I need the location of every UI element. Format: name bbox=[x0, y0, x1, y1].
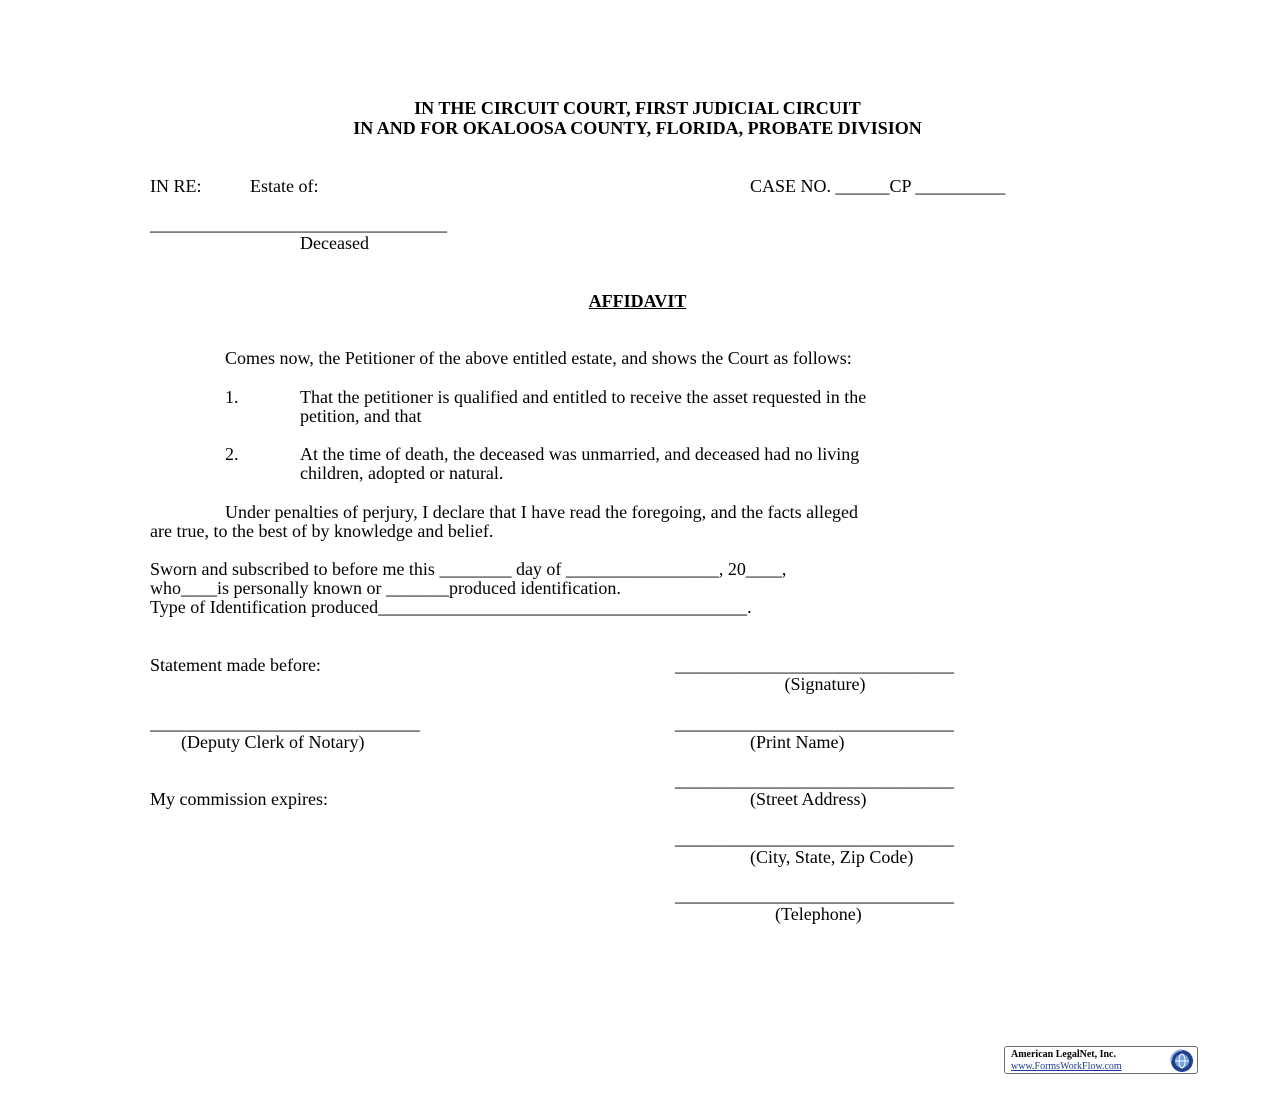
globe-icon bbox=[1169, 1048, 1195, 1074]
in-re-label: IN RE: bbox=[150, 176, 202, 196]
identification-type: Type of Identification produced_________________________________________. bbox=[150, 597, 752, 617]
estate-of-label: Estate of: bbox=[250, 176, 319, 196]
forms-workflow-link[interactable]: www.FormsWorkFlow.com bbox=[1011, 1061, 1122, 1072]
item-text: petition, and that bbox=[300, 406, 422, 426]
perjury-declaration: Under penalties of perjury, I declare that I have read the foregoing, and the facts alleged bbox=[225, 502, 859, 522]
court-division: IN AND FOR OKALOOSA COUNTY, FLORIDA, PROBATE DIVISION bbox=[353, 118, 922, 138]
street-address-label: (Street Address) bbox=[750, 789, 867, 809]
item-text: That the petitioner is qualified and entitled to receive the asset requested in the bbox=[300, 387, 867, 407]
case-number-field: CASE NO. ______CP __________ bbox=[750, 176, 1006, 196]
telephone-line: _______________________________ bbox=[675, 885, 954, 905]
item-number: 2. bbox=[225, 444, 239, 464]
city-state-zip-line: _______________________________ bbox=[675, 828, 954, 848]
decedent-name-blank: _________________________________ bbox=[150, 214, 447, 234]
deputy-clerk-label: (Deputy Clerk of Notary) bbox=[181, 732, 365, 752]
item-text: children, adopted or natural. bbox=[300, 463, 504, 483]
perjury-declaration: are true, to the best of by knowledge and belief. bbox=[150, 521, 494, 541]
city-state-zip-label: (City, State, Zip Code) bbox=[750, 847, 914, 867]
deputy-clerk-signature-line: ______________________________ bbox=[150, 713, 420, 733]
intro-paragraph: Comes now, the Petitioner of the above entitled estate, and shows the Court as follows: bbox=[225, 348, 852, 368]
print-name-label: (Print Name) bbox=[750, 732, 845, 752]
item-number: 1. bbox=[225, 387, 239, 407]
telephone-label: (Telephone) bbox=[775, 904, 862, 924]
deceased-label: Deceased bbox=[300, 233, 369, 253]
footer-badge[interactable] bbox=[1004, 1046, 1198, 1074]
print-name-line: _______________________________ bbox=[675, 713, 954, 733]
statement-made-before-label: Statement made before: bbox=[150, 655, 321, 675]
company-name: American LegalNet, Inc. bbox=[1011, 1049, 1116, 1060]
commission-expires-label: My commission expires: bbox=[150, 789, 328, 809]
street-address-line: _______________________________ bbox=[675, 770, 954, 790]
court-name: IN THE CIRCUIT COURT, FIRST JUDICIAL CIRCUIT bbox=[414, 98, 861, 118]
document-title: AFFIDAVIT bbox=[588, 291, 687, 311]
sworn-statement: Sworn and subscribed to before me this ________ day of _________________, 20____, bbox=[150, 559, 787, 579]
sworn-statement: who____is personally known or _______produced identification. bbox=[150, 578, 621, 598]
item-text: At the time of death, the deceased was unmarried, and deceased had no living bbox=[300, 444, 860, 464]
signature-label: (Signature) bbox=[784, 674, 866, 694]
signature-line: _______________________________ bbox=[675, 655, 954, 675]
